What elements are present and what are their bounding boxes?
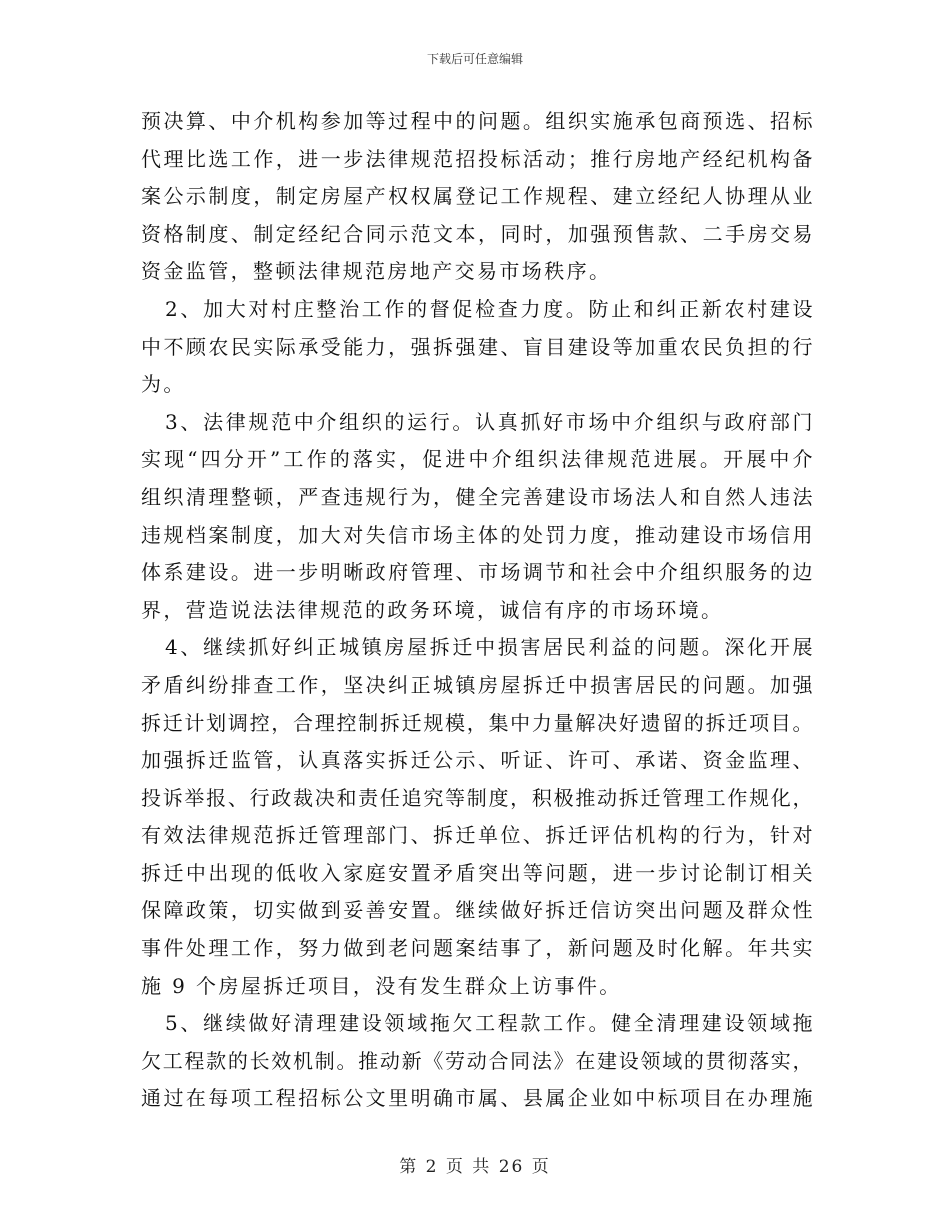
document-body xyxy=(141,103,813,1118)
text-line: 拆迁计划调控，合理控制拆迁规模，集中力量解决好遗留的拆迁项目。 xyxy=(141,710,813,735)
text-line: 矛盾纠纷排查工作，坚决纠正城镇房屋拆迁中损害居民的问题。加强 xyxy=(141,672,813,697)
text-line: 欠工程款的长效机制。推动新《劳动合同法》在建设领域的贯彻落实， xyxy=(141,1048,813,1073)
paragraph-first-line: 3、法律规范中介组织的运行。认真抓好市场中介组织与政府部门 xyxy=(165,409,813,434)
text-line: 拆迁中出现的低收入家庭安置矛盾突出等问题，进一步讨论制订相关 xyxy=(141,860,813,885)
text-line: 保障政策，切实做到妥善安置。继续做好拆迁信访突出问题及群众性 xyxy=(141,898,813,923)
text-line: 为。 xyxy=(141,372,186,397)
text-line: 界，营造说法法律规范的政务环境，诚信有序的市场环境。 xyxy=(141,597,724,622)
paragraph-first-line: 2、加大对村庄整治工作的督促检查力度。防止和纠正新农村建设 xyxy=(165,296,813,321)
page-header: 下载后可任意编辑 xyxy=(426,52,523,66)
text-line: 资金监管，整顿法律规范房地产交易市场秩序。 xyxy=(141,259,612,284)
text-line: 事件处理工作，努力做到老问题案结事了，新问题及时化解。年共实 xyxy=(141,936,813,961)
text-line: 案公示制度，制定房屋产权权属登记工作规程、建立经纪人协理从业 xyxy=(141,184,813,209)
text-line: 体系建设。进一步明晰政府管理、市场调节和社会中介组织服务的边 xyxy=(141,560,813,585)
text-line: 施 9 个房屋拆迁项目，没有发生群众上访事件。 xyxy=(141,973,622,998)
paragraph-first-line: 5、继续做好清理建设领域拖欠工程款工作。健全清理建设领域拖 xyxy=(165,1011,813,1036)
paragraph-first-line: 4、继续抓好纠正城镇房屋拆迁中损害居民利益的问题。深化开展 xyxy=(165,635,813,660)
text-line: 有效法律规范拆迁管理部门、拆迁单位、拆迁评估机构的行为，针对 xyxy=(141,823,813,848)
text-line: 组织清理整顿，严查违规行为，健全完善建设市场法人和自然人违法 xyxy=(141,484,813,509)
page-footer: 第 2 页 共 26 页 xyxy=(399,1157,551,1177)
text-line: 预决算、中介机构参加等过程中的问题。组织实施承包商预选、招标 xyxy=(141,109,813,133)
text-line: 中不顾农民实际承受能力，强拆强建、盲目建设等加重农民负担的行 xyxy=(141,334,813,359)
text-line: 通过在每项工程招标公文里明确市属、县属企业如中标项目在办理施 xyxy=(141,1086,813,1111)
text-line: 投诉举报、行政裁决和责任追究等制度，积极推动拆迁管理工作规化， xyxy=(141,785,813,810)
text-line: 实现“四分开”工作的落实，促进中介组织法律规范进展。开展中介 xyxy=(141,447,813,472)
text-line: 代理比选工作，进一步法律规范招投标活动；推行房地产经纪机构备 xyxy=(141,146,813,171)
text-line: 加强拆迁监管，认真落实拆迁公示、听证、许可、承诺、资金监理、 xyxy=(141,748,813,773)
text-line: 违规档案制度，加大对失信市场主体的处罚力度，推动建设市场信用 xyxy=(141,522,813,547)
text-line: 资格制度、制定经纪合同示范文本，同时，加强预售款、二手房交易 xyxy=(141,221,813,246)
